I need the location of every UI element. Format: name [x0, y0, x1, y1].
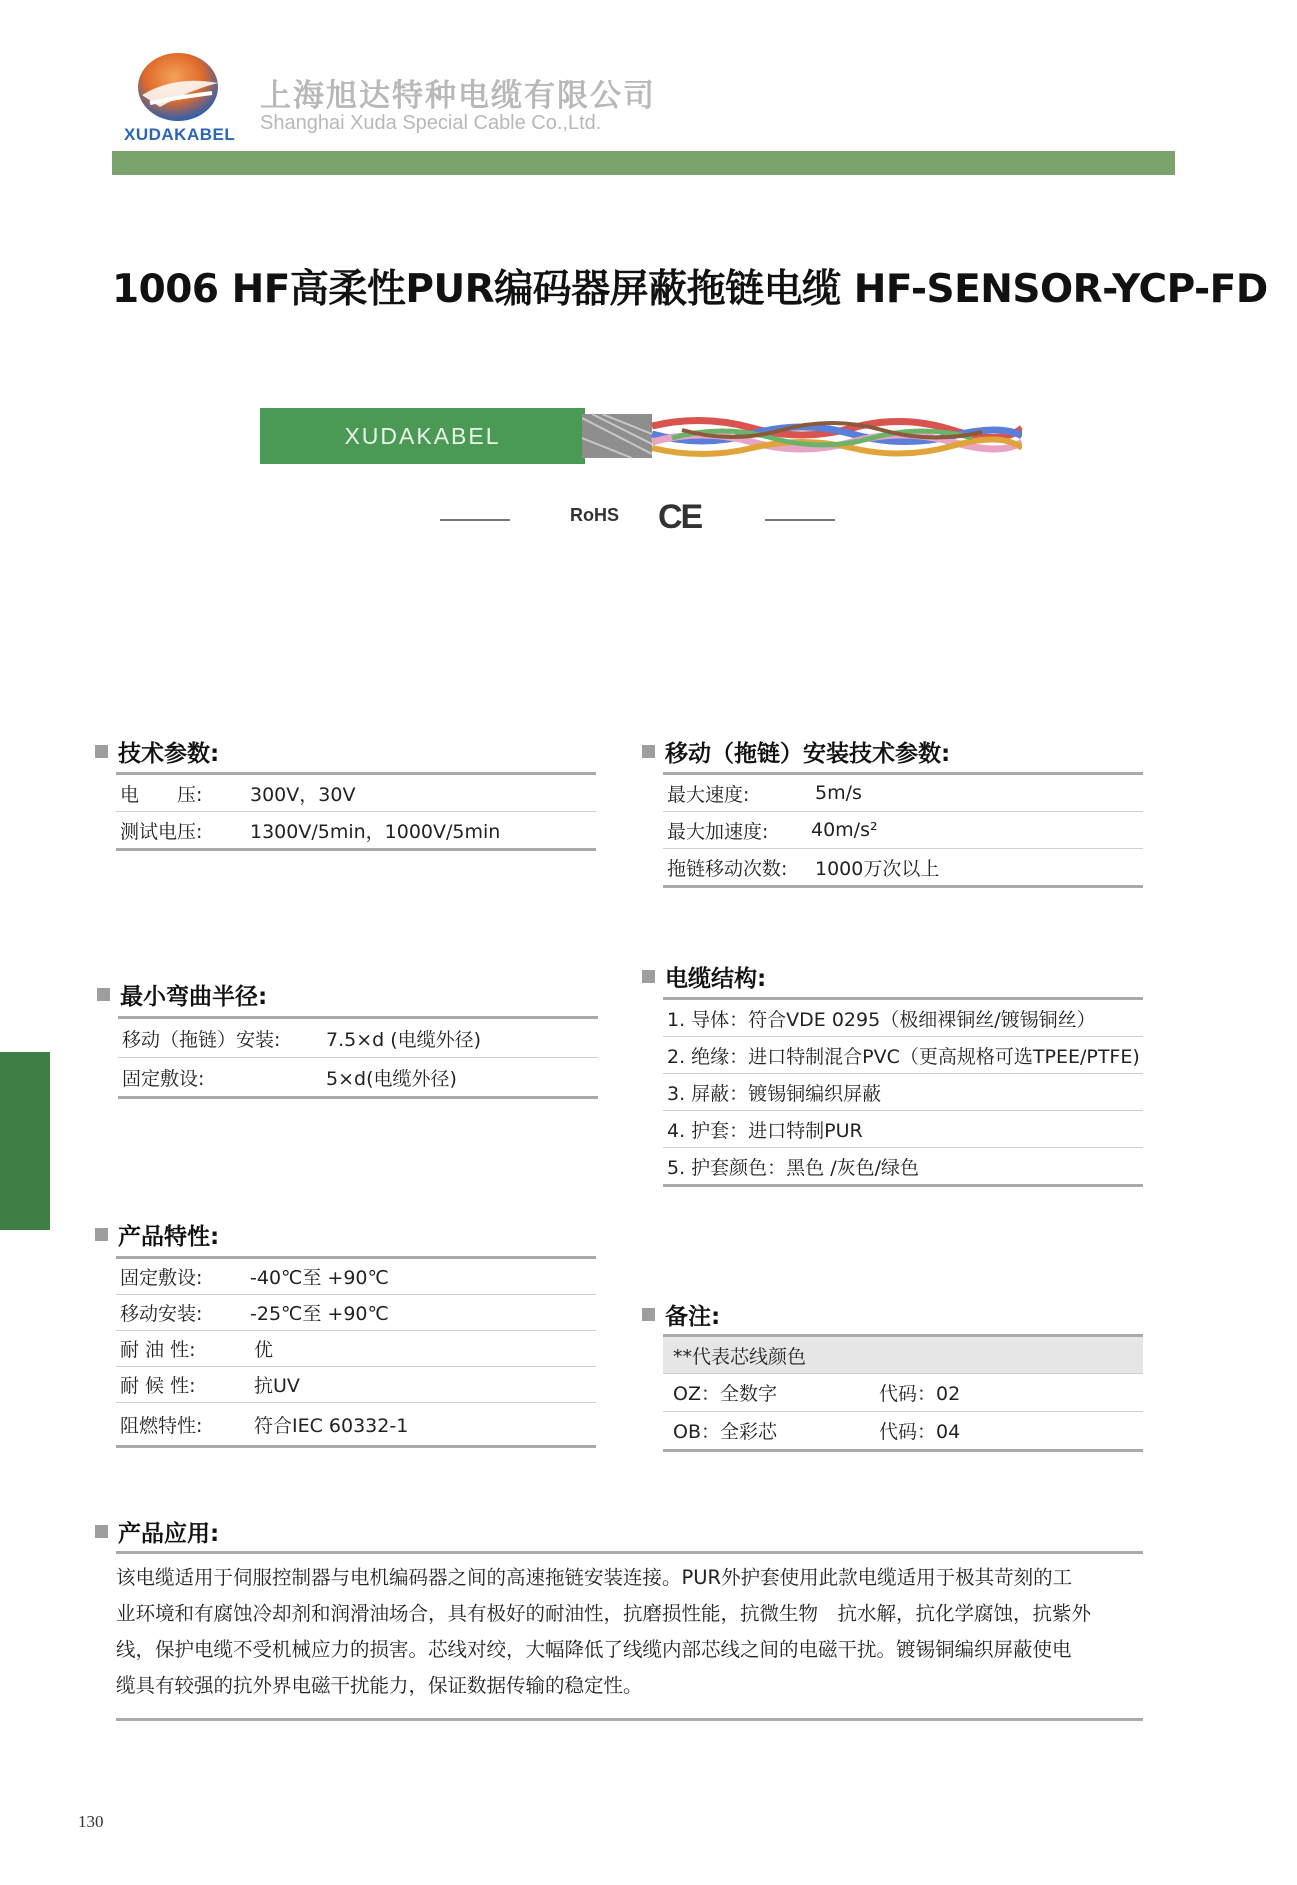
logo-wordmark: XUDAKABEL [124, 125, 236, 144]
company-name-cn: 上海旭达特种电缆有限公司 [260, 78, 656, 114]
bullet-square-icon [642, 1308, 655, 1321]
cert-right-line [765, 519, 835, 521]
table-row: 拖链移动次数: 1000万次以上 [667, 857, 940, 880]
section-cable-structure [642, 960, 766, 993]
table-row: 耐 候 性: 抗UV [116, 1367, 596, 1403]
table-row: OB：全彩芯 代码：04 [673, 1421, 961, 1443]
company-name-en: Shanghai Xuda Special Cable Co.,Ltd. [260, 112, 602, 134]
section-heading: 最小弯曲半径: [120, 984, 268, 1010]
cable-cores-icon [582, 408, 1022, 468]
table-row: 2. 绝缘：进口特制混合PVC（更高规格可选TPEE/PTFE) [663, 1037, 1143, 1074]
table-header-row: **代表芯线颜色 [663, 1337, 1143, 1374]
table-row: 耐 油 性: 优 [116, 1331, 596, 1367]
cable-structure-table [663, 997, 1143, 1187]
section-heading: 产品特性: [118, 1224, 220, 1250]
notes-table [663, 1334, 1143, 1452]
rohs-mark: RoHS [570, 505, 619, 525]
section-application [95, 1515, 219, 1548]
table-row: 测试电压: 1300V/5min，1000V/5min [120, 820, 501, 843]
bullet-square-icon [95, 1525, 108, 1538]
table-row: 移动安装: -25℃至 +90℃ [116, 1295, 596, 1331]
table-row: 阻燃特性: 符合IEC 60332-1 [120, 1414, 409, 1437]
application-line: 该电缆适用于伺服控制器与电机编码器之间的高速拖链安装连接。PUR外护套使用此款电缆适用于极其苛刻的工 [116, 1566, 1073, 1589]
section-tech-params [95, 735, 219, 768]
table-row: OZ：全数字 代码：02 [663, 1374, 1143, 1412]
table-row: 电 压: 300V，30V [116, 775, 596, 812]
motion-params-table [663, 772, 1143, 888]
tech-params-table [116, 772, 596, 851]
cable-jacket-label: XUDAKABEL [260, 408, 585, 464]
application-line: 缆具有较强的抗外界电磁干扰能力，保证数据传输的稳定性。 [116, 1674, 643, 1697]
application-top-rule [116, 1551, 1143, 1554]
section-heading: 备注: [665, 1304, 721, 1330]
table-row: 1. 导体：符合VDE 0295（极细裸铜丝/镀锡铜丝） [663, 1000, 1143, 1037]
section-heading: 移动（拖链）安装技术参数: [665, 741, 951, 767]
table-row: 3. 屏蔽：镀锡铜编织屏蔽 [663, 1074, 1143, 1111]
section-notes [642, 1298, 720, 1331]
table-row: 固定敷设: 5×d(电缆外径) [122, 1067, 457, 1090]
application-line: 线，保护电缆不受机械应力的损害。芯线对绞，大幅降低了线缆内部芯线之间的电磁干扰。镀锡铜编织屏蔽使电 [116, 1638, 1072, 1661]
table-row: 固定敷设: -40℃至 +90℃ [116, 1259, 596, 1295]
table-row: 最大速度: 5m/s [663, 775, 1143, 812]
page-number: 130 [78, 1812, 104, 1831]
bend-radius-table [118, 1016, 598, 1099]
table-row: 移动（拖链）安装: 7.5×d (电缆外径) [118, 1019, 598, 1058]
ce-mark: CE [658, 498, 702, 536]
cable-illustration [260, 408, 1020, 468]
table-row: 最大加速度: 40m/s² [663, 812, 1143, 849]
bullet-square-icon [95, 1228, 108, 1241]
application-line: 业环境和有腐蚀冷却剂和润滑油场合，具有极好的耐油性，抗磨损性能，抗微生物 抗水解，抗化学腐蚀，抗紫外 [116, 1602, 1092, 1625]
bullet-square-icon [97, 988, 110, 1001]
application-paragraph [116, 1560, 1156, 1704]
header-divider-bar [112, 151, 1175, 175]
section-product-features [95, 1218, 219, 1251]
side-green-tab [0, 1052, 50, 1230]
table-row: 5. 护套颜色：黑色 /灰色/绿色 [667, 1156, 920, 1179]
product-title: 1006 HF高柔性PUR编码器屏蔽拖链电缆 HF-SENSOR-YCP-FD [112, 267, 1268, 312]
application-bottom-rule [116, 1718, 1143, 1721]
section-heading: 产品应用: [118, 1521, 220, 1547]
bullet-square-icon [642, 745, 655, 758]
product-features-table [116, 1256, 596, 1448]
cert-left-line [440, 519, 510, 521]
section-heading: 电缆结构: [665, 966, 767, 992]
section-heading: 技术参数: [118, 741, 220, 767]
certification-marks [440, 500, 840, 550]
bullet-square-icon [642, 970, 655, 983]
table-row: 4. 护套：进口特制PUR [663, 1111, 1143, 1148]
section-bend-radius [97, 978, 267, 1011]
bullet-square-icon [95, 745, 108, 758]
section-motion-params [642, 735, 950, 768]
